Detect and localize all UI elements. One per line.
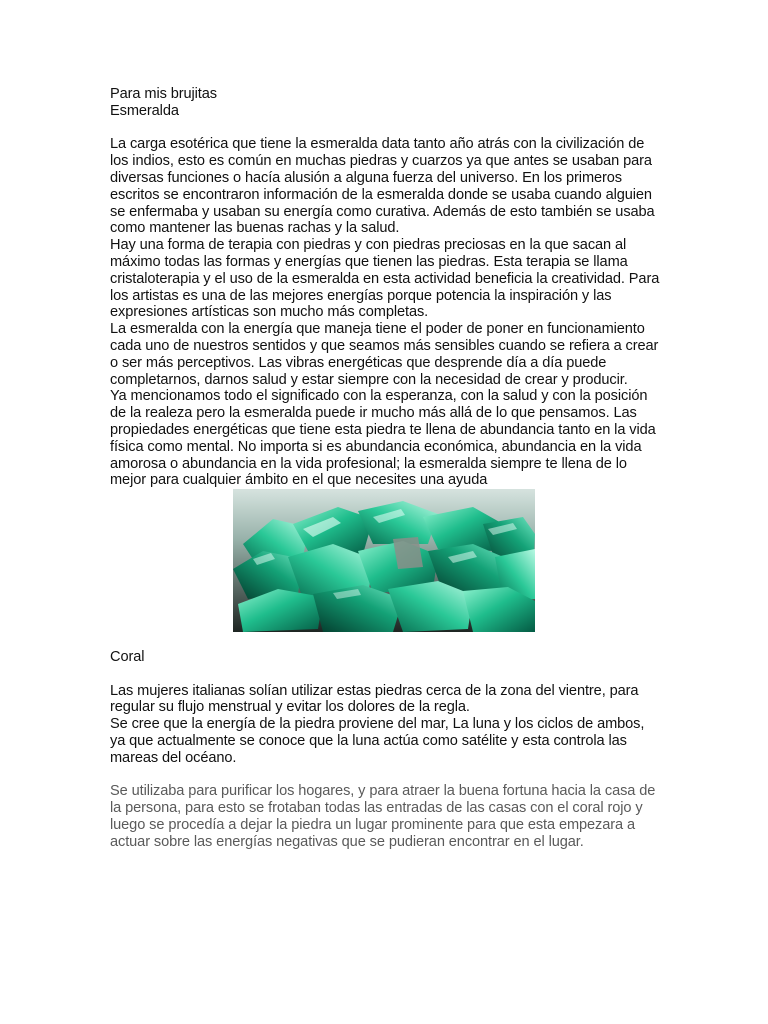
esmeralda-paragraph-4: Ya mencionamos todo el significado con la esperanza, con la salud y con la posición de la realeza pero la esmeralda puede ir mucho más allá de lo que pensamos. Las propiedades energéticas que tiene esta piedra te llena de abundancia tanto en la vida física como mental. No importa si es abundancia económica, abundancia en la vida amorosa o abundancia en la vida profesional; la esmeralda siempre te llena de lo mejor para cualquier ámbito en el que necesites una ayuda [110, 388, 656, 489]
document-page [110, 86, 662, 850]
coral-paragraph-2: Se cree que la energía de la piedra proviene del mar, La luna y los ciclos de ambos, ya que actualmente se conoce que la luna actúa como satélite y esta controla las mareas del océano. [110, 716, 645, 766]
section-title-coral: Coral [110, 648, 145, 665]
spacer [110, 666, 662, 683]
spacer [110, 632, 662, 649]
esmeralda-paragraph-1: La carga esotérica que tiene la esmeralda data tanto año atrás con la civilización de los indios, esto es común en muchas piedras y cuarzos ya que antes se usaban para diversas funciones o hacía alusión a alguna fuerza del universo. En los primeros escritos se encontraron información de la esmeralda donde se usaba cuando alguien se enfermaba y usaban su energía como curativa. Además de esto también se usaba como mantener las buenas rachas y la salud. [110, 136, 655, 237]
coral-paragraph-3: Se utilizaba para purificar los hogares, y para atraer la buena fortuna hacia la casa de la persona, para esto se frotaban todas las entradas de las casas con el coral rojo y luego se procedía a dejar la piedra un lugar prominente para que esta empezara a actuar sobre las energías negativas que se pudieran encontrar en el lugar. [110, 783, 656, 850]
document-title: Para mis brujitas [110, 86, 217, 102]
section-title-esmeralda: Esmeralda [110, 102, 179, 119]
spacer [110, 767, 662, 784]
esmeralda-paragraph-3: La esmeralda con la energía que maneja tiene el poder de poner en funcionamiento cada uno de nuestros sentidos y que seamos más sensibles cuando se refiera a crear o ser más perceptivos. Las vibras energéticas que desprende día a día puede completarnos, darnos salud y estar siempre con la necesidad de crear y producir. [110, 321, 659, 388]
spacer [110, 120, 662, 137]
coral-paragraph-1: Las mujeres italianas solían utilizar estas piedras cerca de la zona del vientre, para regular su flujo menstrual y evitar los dolores de la regla. [110, 682, 639, 716]
esmeralda-paragraph-2: Hay una forma de terapia con piedras y con piedras preciosas en la que sacan al máximo todas las formas y energías que tienen las piedras. Esta terapia se llama cristaloterapia y el uso de la esmeralda en esta actividad beneficia la creatividad. Para los artistas es una de las mejores energías porque potencia la inspiración y las expresiones artísticas son mucho más completas. [110, 237, 660, 321]
emerald-stones-image [233, 489, 535, 632]
